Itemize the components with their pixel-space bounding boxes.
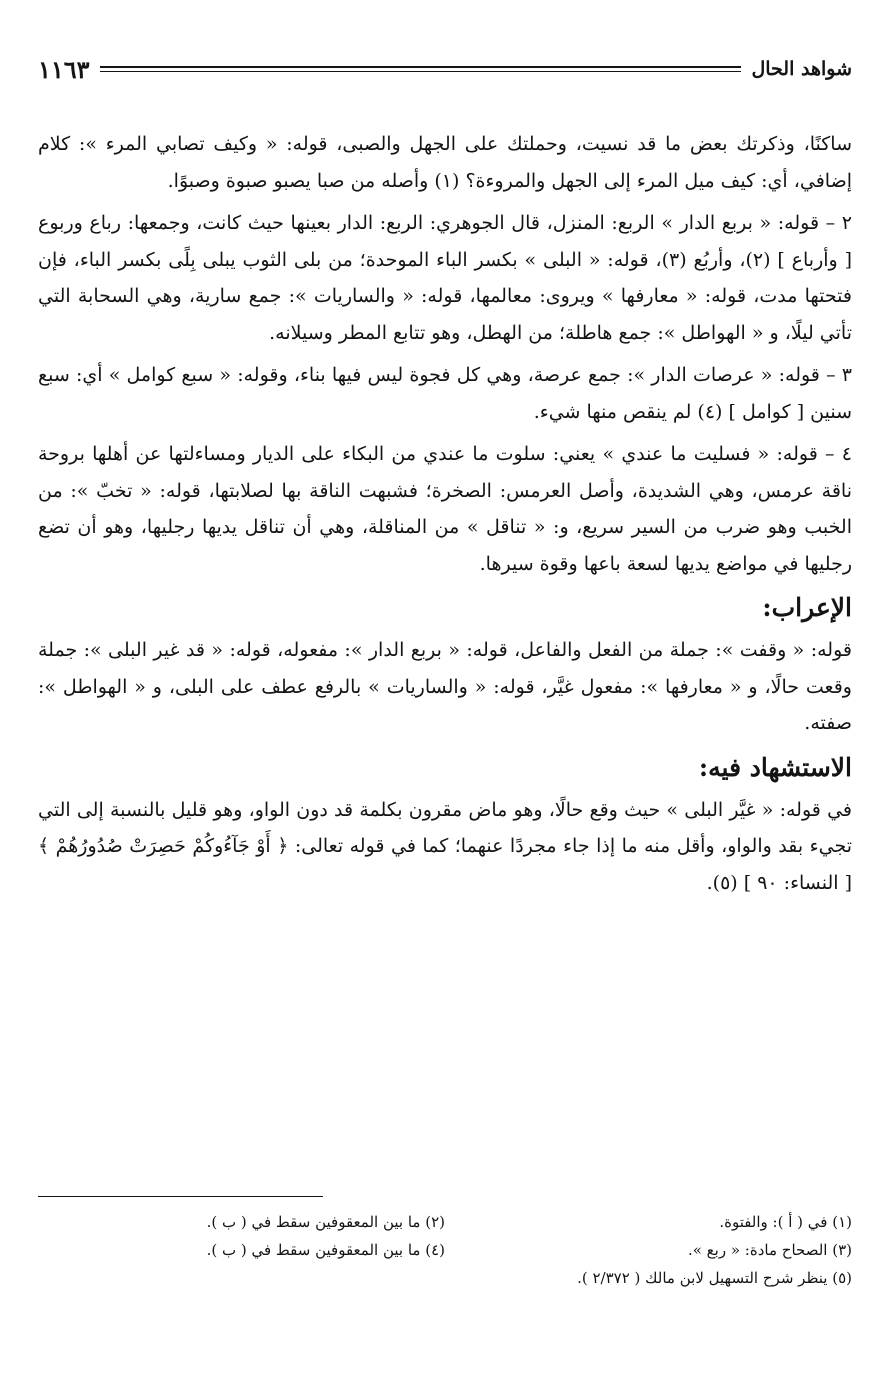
istishhad-paragraph: في قوله: « غيَّر البلى » حيث وقع حالًا، وهو ماض مقرون بكلمة قد دون الواو، وهو قليل بالنسبة إلى التي تجيء بقد والواو، وأقل منه ما إذا جاء مجردًا عنهما؛ كما في قوله تعالى: ﴿ أَوْ جَآءُوكُمْ حَصِرَتْ صُدُورُهُمْ ﴾ [ النساء: ٩٠ ] (٥). (38, 798, 852, 894)
irab-paragraph: قوله: « وقفت »: جملة من الفعل والفاعل، قوله: « بربع الدار »: مفعوله، قوله: « قد غير البلى »: جملة وقعت حالًا، و « معارفها »: مفعول غيَّر، قوله: « والساريات » بالرفع عطف على البلى، و « الهواطل »: صفته. (38, 639, 852, 734)
footnote-4: (٤) ما بين المعقوفين سقط في ( ب ). (206, 1241, 445, 1259)
istishhad-heading: الاستشهاد فيه: (698, 752, 852, 782)
page-number: ١١٦٣ (38, 54, 90, 84)
running-title: شواهد الحال (751, 58, 852, 80)
irab-heading: الإعراب: (762, 593, 852, 622)
footnote-1: (١) في ( أ ): والفتوة. (719, 1213, 852, 1231)
footnotes (38, 1208, 852, 1292)
running-header (38, 52, 852, 86)
footnote-row (38, 1208, 852, 1236)
header-rule (100, 66, 742, 72)
commentary-paragraph-3: ٣ – قوله: « عرصات الدار »: جمع عرصة، وهي كل فجوة ليس فيها بناء، وقوله: « سبع كوامل » أي: سبع سنين [ كوامل ] (٤) لم ينقص منها شيء. (38, 364, 852, 423)
footnote-2: (٢) ما بين المعقوفين سقط في ( ب ). (206, 1213, 445, 1231)
footnote-5: (٥) ينظر شرح التسهيل لابن مالك ( ٢/٣٧٢ ). (577, 1269, 852, 1287)
page (38, 52, 852, 901)
commentary-paragraph-4: ٤ – قوله: « فسليت ما عندي » يعني: سلوت ما عندي من البكاء على الديار ومساءلتها عن أهلها بروحة ناقة عرمس، وهي الشديدة، وأصل العرمس: الصخرة؛ فشبهت الناقة بها لصلابتها، قوله: « تخبّ »: من الخبب وهو ضرب من السير سريع، و: « تناقل » من المناقلة، وهي أن تناقل يديها رجليها، وهو أن تضع رجليها في مواضع يديها لسعة باعها وقوة سيرها. (38, 443, 852, 575)
commentary-paragraph-2: ٢ – قوله: « بربع الدار » الربع: المنزل، قال الجوهري: الربع: الدار بعينها حيث كانت، وجمعها: رباع وربوع [ وأرباع ] (٢)، وأربُع (٣)، قوله: « البلى » بكسر الباء الموحدة؛ من بلى الثوب يبلى بِلًى بكسر الباء، فإن فتحتها مدت، قوله: « معارفها » ويروى: معالمها، قوله: « والساريات »: جمع سارية، وهي السحابة التي تأتي ليلًا، و « الهواطل »: جمع هاطلة؛ من الهطل، وهو تتابع المطر وسيلانه. (38, 212, 852, 344)
footnote-row (38, 1264, 852, 1292)
footnote-row (38, 1236, 852, 1264)
footnote-empty (38, 1264, 445, 1292)
footnote-separator (38, 1196, 323, 1197)
footnote-3: (٣) الصحاح مادة: « ربع ». (687, 1241, 852, 1259)
page-body (38, 126, 852, 901)
commentary-paragraph-1: ساكنًا، وذكرتك بعض ما قد نسيت، وحملتك على الجهل والصبى، قوله: « وكيف تصابي المرء »: كلام إضافي، أي: كيف ميل المرء إلى الجهل والمروءة؟ (١) وأصله من صبا يصبو صبوة وصبوًا. (38, 133, 852, 192)
